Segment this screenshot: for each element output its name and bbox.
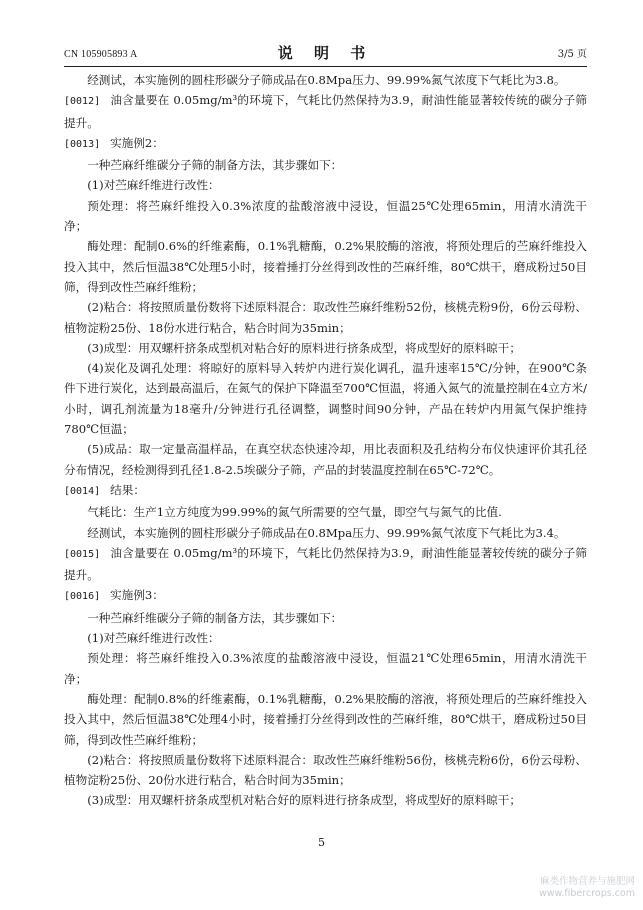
body-paragraph: (1)对苎麻纤维进行改性：	[87, 178, 220, 193]
body-paragraph: (1)对苎麻纤维进行改性：	[87, 631, 220, 646]
body-paragraph: (4)炭化及调孔处理：将晾好的原料导入转炉内进行炭化调孔，温升速率15℃/分钟，在900℃条件下进行炭化，达到最高温后，在氮气的保护下降温至700℃恒温，将通入氮气的流量控制在4立方米/小时，调孔剂流量为18毫升/分钟进行孔径调整，调整时间90分钟，产品在转炉内用氮气保护维持780℃恒温；	[64, 361, 587, 437]
body-paragraph: (2)粘合：将按照质量份数将下述原料混合：取改性苎麻纤维粉56份，核桃壳粉6份，6份云母粉、植物淀粉25份、20份水进行粘合，粘合时间为35min；	[64, 752, 587, 788]
body-paragraph: 酶处理：配制0.8%的纤维素酶，0.1%乳糖酶，0.2%果胶酶的溶液，将预处理后的苎麻纤维投入投入其中，然后恒温38℃处理4小时，接着捶打分丝得到改性的苎麻纤维，80℃烘干，磨成粉过50目筛，得到改性苎麻纤维粉；	[64, 691, 587, 747]
watermark	[539, 876, 635, 900]
paragraph-number: [0015]	[64, 548, 101, 560]
numbered-paragraph	[64, 133, 587, 155]
body-paragraph: 气耗比：生产1立方纯度为99.99%的氮气所需要的空气量，即空气与氮气的比值.	[87, 505, 502, 520]
paragraph-number: [0016]	[64, 591, 101, 603]
body-paragraph: 一种苎麻纤维碳分子筛的制备方法，其步骤如下：	[87, 610, 343, 625]
document-body	[64, 70, 587, 811]
body-paragraph: 酶处理：配制0.6%的纤维素酶，0.1%乳糖酶，0.2%果胶酶的溶液，将预处理后的苎麻纤维投入投入其中，然后恒温38℃处理5小时，接着捶打分丝得到改性的苎麻纤维，80℃烘干，磨成粉过50目筛，得到改性苎麻纤维粉；	[64, 239, 587, 294]
numbered-paragraph	[64, 585, 587, 607]
patent-number: CN 105905893 A	[64, 49, 138, 60]
paragraph-text: 实施例3：	[110, 588, 164, 603]
body-paragraph: 预处理：将苎麻纤维投入0.3%浓度的盐酸溶液中浸设，恒温21℃处理65min，用清水清洗干净；	[64, 651, 587, 686]
paragraph-text: 油含量要在 0.05mg/m³的环境下，气耗比仍然保持为3.9，耐油性能显著较传统的碳分子筛提升。	[64, 545, 587, 583]
paragraph-number: [0014]	[64, 485, 101, 497]
body-paragraph: 经测试，本实施例的圆柱形碳分子筛成品在0.8Mpa压力、99.99%氮气浓度下气耗比为3.8。	[87, 73, 566, 87]
page-indicator: 3/5 页	[557, 49, 587, 60]
page-number: 5	[318, 836, 325, 849]
numbered-paragraph	[64, 90, 587, 133]
numbered-paragraph	[64, 543, 587, 586]
watermark-url: www.fibercrops.com	[538, 888, 635, 899]
paragraph-number: [0013]	[64, 138, 101, 150]
body-paragraph: (3)成型：用双螺杆挤条成型机对粘合好的原料进行挤条成型，将成型好的原料晾干；	[87, 793, 521, 808]
numbered-paragraph	[64, 480, 587, 502]
page-header	[64, 36, 587, 67]
body-paragraph: (3)成型：用双螺杆挤条成型机对粘合好的原料进行挤条成型，将成型好的原料晾干；	[87, 340, 521, 355]
paragraph-number: [0012]	[64, 96, 101, 108]
paragraph-text: 实施例2：	[110, 135, 164, 150]
body-paragraph: (5)成品：取一定量高温样品，在真空状态快速冷却，用比表面积及孔结构分布仪快速评价其孔径分布情况，经检测得到孔径1.8-2.5埃碳分子筛，产品的封装温度控制在65℃-72℃。	[64, 442, 587, 477]
paragraph-text: 结果：	[110, 482, 145, 497]
body-paragraph: (2)粘合：将按照质量份数将下述原料混合：取改性苎麻纤维粉52份，核桃壳粉9份，6份云母粉、植物淀粉25份、18份水进行粘合，粘合时间为35min；	[64, 300, 587, 335]
watermark-site-name: 麻类作物营养与施肥网	[539, 876, 635, 887]
document-title: 说 明 书	[277, 44, 374, 62]
body-paragraph: 经测试，本实施例的圆柱形碳分子筛成品在0.8Mpa压力、99.99%氮气浓度下气耗比为3.4。	[87, 525, 566, 540]
body-paragraph: 一种苎麻纤维碳分子筛的制备方法，其步骤如下：	[87, 158, 343, 173]
paragraph-text: 油含量要在 0.05mg/m³的环境下，气耗比仍然保持为3.9，耐油性能显著较传统的碳分子筛提升。	[64, 93, 587, 130]
body-paragraph: 预处理：将苎麻纤维投入0.3%浓度的盐酸溶液中浸设，恒温25℃处理65min，用清水清洗干净；	[64, 198, 587, 234]
